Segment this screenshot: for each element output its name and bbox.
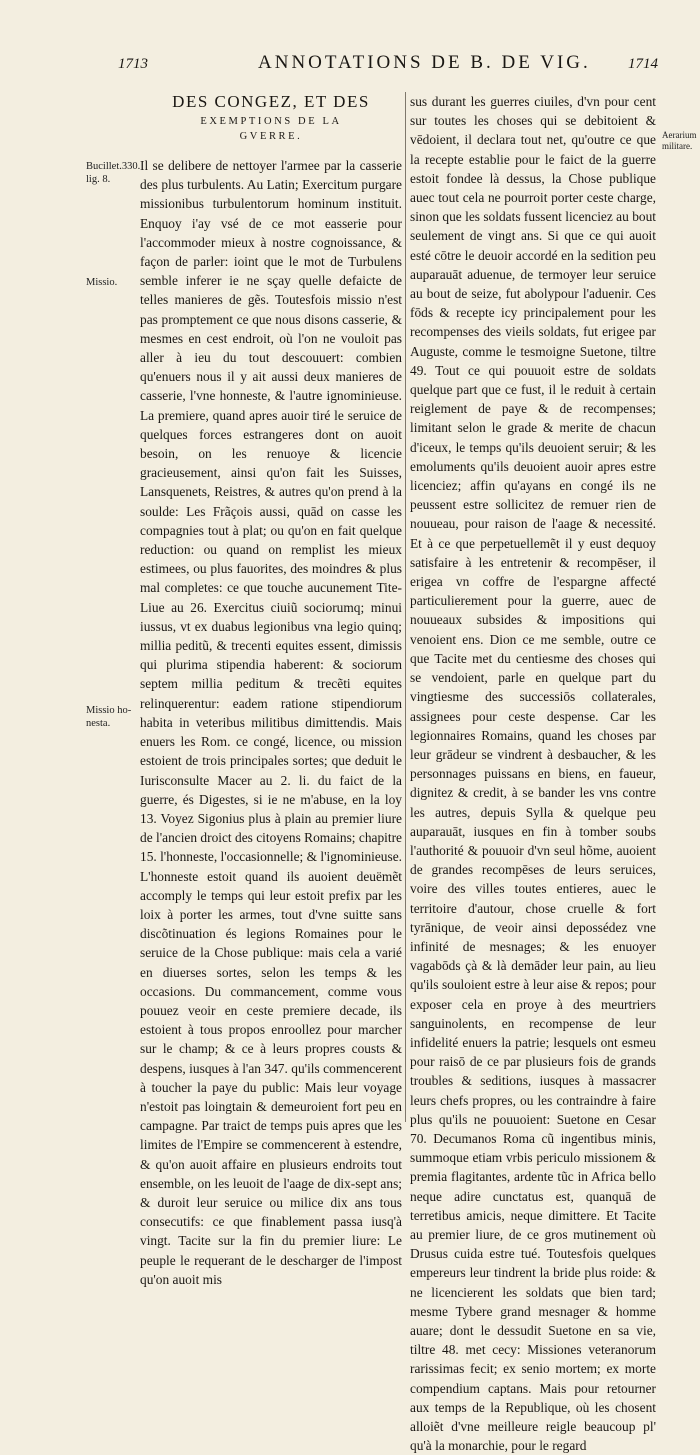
page-number-left: 1713 <box>118 56 148 72</box>
margin-note-citation: Bucillet.330. lig. 8. <box>86 161 141 185</box>
running-title: ANNOTATIONS DE B. DE VIG. <box>258 52 591 73</box>
section-title: DES CONGEZ, ET DES <box>172 92 370 111</box>
left-column <box>140 92 402 1289</box>
left-column-text <box>140 156 402 1289</box>
left-column-paragraph: Il se delibere de nettoyer l'armee par la casserie des plus turbulents. Au Latin; Exercitum purgare missionibus turbulentorum hominum instituit. Enquoy i'ay vsé de ce mot easserie pour l'accommoder mieux à nostre cognoissance, & façon de parler: ioint que le mot de Turbulens semble inferer ie ne sçay quelle defaicte de telles manieres de gẽs. Toutesfois missio n'est pas promptement ce que nous disons casserie, & mesmes en cest endroit, où l'on ne vouloit pas aller à ieu du tout descouuert: combien qu'enuers nous il y ait aussi deux manieres de casserie, l'vne honneste, & l'autre ignominieuse. La premiere, quand apres auoir tiré le seruice de quelques forces estrangeres dont on auoit besoin, on les renuoye & licencie gracieusement, ainsi qu'on fait les Suisses, Lansquenets, Reistres, & autres qu'on prend à la soulde: Les Frãçois aussi, quād on casse les compagnies tout à plat; ou qu'on en fait quelque reduction: ou quand on remplist les mieux estimees, ou plus fauorites, des moindres & plus mal completes: ce que touche aucunement Tite-Liue au 26. Exercitus ciuiũ sociorumq; minui iussus, vt ex duabus legionibus vna legio quinq; millia peditũ, & trecenti equites essent, dimissis qui plurima stipendia haberent: & sociorum septem millia peditum & trecẽti equites relinquerentur: eadem ratione stipendiorum habita in veteribus militibus dimittendis. Mais enuers les Rom. ce congé, licence, ou mission estoient de trois principales sortes; que deduit le Iurisconsulte Macer au 2. li. du faict de la guerre, és Digestes, si ie ne m'abuse, en la loy 13. Voyez Sigonius plus à plain au premier liure de l'ancien droict des citoyens Romains; chapitre 15. l'honneste, l'occasionnelle; & l'ignominieuse. L'honneste estoit quand ils auoient deuëmẽt accomply le temps qui leur estoit prefix par les loix à porter les armes, tout d'vne suitte sans discõtinuation és legions Romaines pour le seruice de la Chose publique: mais cela a varié en diuerses sortes, selon les temps & les occasions. Du commancement, comme vous pouuez veoir en ceste premiere decade, ils estoient à tous propos enroollez pour marcher sur le champ; & ce à leurs propres cousts & despens, iusques à l'an 347. qu'ils commencerent à toucher la paye du public: Mais leur voyage n'estoit pas loingtain & demeuroient fort peu en campagne. Par traict de temps puis apres que les limites de l'Empire se commencerent à estendre, & qu'on auoit affaire en plusieurs endroits tout ensemble, on les leuoit de l'aage de dix-sept ans; & duroit leur seruice ou milice dix ans tous consecutifs: ce que finablement passa iusq'à vingt. Tacite sur la fin du premier liure: Le peuple le requerant de le descharger de l'impost qu'on auoit mis <box>140 158 402 1287</box>
margin-note-missio: Missio. <box>86 277 118 288</box>
page-number-right: 1714 <box>628 56 658 72</box>
section-subtitle-1: EXEMPTIONS DE LA <box>200 116 342 127</box>
margin-note-missio-honesta: Missio ho- nesta. <box>86 705 132 729</box>
right-column-paragraph: sus durant les guerres ciuiles, d'vn pour cent sur toutes les choses qui se debitoient & vēdoient, il declara tout net, qu'outre ce que la recepte establie pour le faict de la guerre estoit fondee là dessus, la Chose publique auec tout cela ne pourroit porter ceste charge, sinon que les soldats fussent licenciez au bout seulement de vingt ans. Si que ce qui auoit esté cōtre le deuoir accordé en la sedition peu auparauāt aduenue, de termoyer leur seruice au bout de seize, fut abolypour l'aduenir. Ces fōds & recepte icy principalement pour les recompenses des vieils soldats, fut erigee par Auguste, comme le tesmoigne Suetone, tiltre 49. Tout ce qui pouuoit estre de soldats quelque part que ce fust, il le reduit à certain reiglement de paye & de recompenses; limitant selon le grade & merite de chacun d'iceux, le temps qu'ils deuoient seruir; & les emoluments qu'ils deuoient auoir apres estre licenciez; affin qu'ayans en congé ils ne peussent estre sollicitez de remuer rien de nouueau, pour raison de l'aage & necessité. Et à ce que perpetuellemẽt il y eust dequoy satisfaire à les entretenir & recompēser, il erigea vn coffre de l'espargne affecté particulierement pour la guerre, auec de nouueaux subsides & impositions qui venoient ens. Dion ce me semble, outre ce que Tacite met du centiesme des choses qui se vendoient, parle en quelque part du vingtiesme des successiōs collaterales, assignees pour ceste despense. Car les legionnaires Romains, quand les choses par leur grādeur se vindrent à desbaucher, & les personnages puissans en biens, en faueur, dignitez & credit, à se bander les vns contre les autres, depuis Sylla & quelque peu auparauāt, iusques en fin à tomber soubs l'authorité & pouuoir d'vn seul hõme, auoient de grandes recompēses de leurs seruices, voire des villes toutes entieres, auec le territoire d'autour, chose cruelle & fort tyrānique, de veoir ainsi depossédez vne infinité de mesnages; & les enuoyer vagabōds çà & là demāder leur pain, au lieu qu'ils souloient estre à leur aise & repos; pour exposer cela en proye à des meurtriers sanguinolents, en recompense de leur infidelité enuers la patrie; lesquels ont esmeu pour raisō de ce par plusieurs fois de grands troubles & seditions, iusques à massacrer leurs chefs propres, ou les contraindre à faire plus qu'ils ne pouuoient: Suetone en Cesar 70. Decumanos Roma cũ ingentibus minis, summoque etiam vrbis periculo missionem & premia flagitantes, ardente tũc in Africa bello neque adire cunctatus est, quanquā de terretibus amicis, neque dimittere. Et Tacite au premier liure, de ce gros mutinement où Drusus cuida estre tué. Toutesfois quelques empereurs leur tindrent la bride plus roide: & ne licencierent les soldats que bien tard; mesme Tybere grand mesnager & homme auare; dont le dessudit Suetone en sa vie, tiltre 48. met cecy: Missiones veteranorum rarissimas fecit; ex senio mortem; ex morte compendium captans. Mais pour retourner aux temps de la Republique, où les chosent alloiẽt d'vne meilleure reigle beaucoup pl' qu'à la monarchie, pour le regard <box>410 94 656 1454</box>
section-subtitle-2: GVERRE. <box>239 131 303 142</box>
page-header <box>118 52 658 74</box>
right-column <box>410 92 656 1455</box>
column-divider <box>405 92 406 1122</box>
margin-note-aerarium: Aerarium militare. <box>662 130 697 151</box>
